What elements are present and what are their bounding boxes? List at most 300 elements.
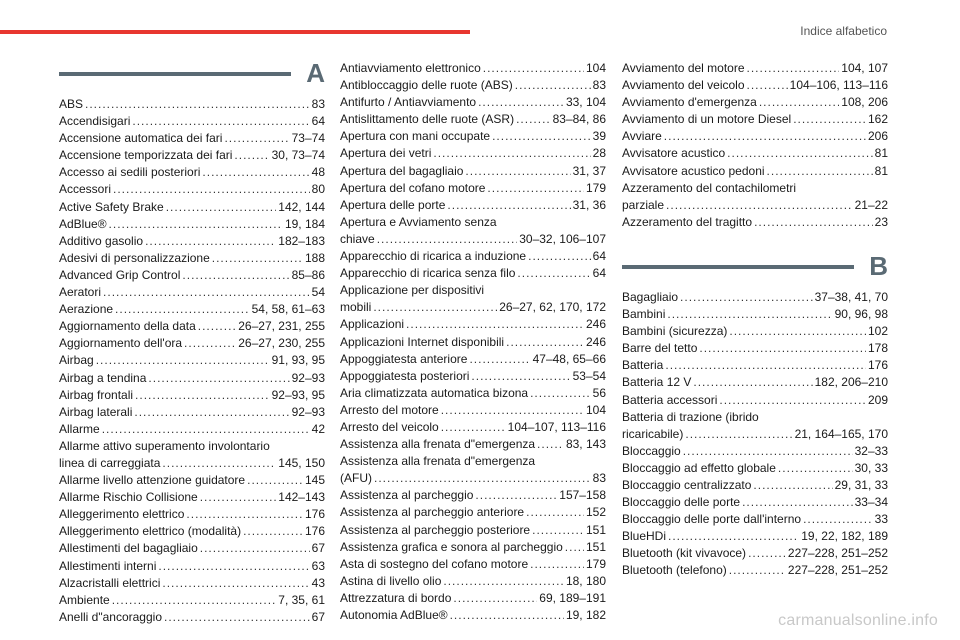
index-entry (622, 528, 888, 545)
index-entry (59, 523, 325, 540)
index-entry (340, 282, 606, 299)
dot-leader (373, 299, 497, 316)
index-entry (622, 340, 888, 357)
index-entry-pages: 90, 96, 98 (834, 307, 888, 322)
index-entry-term: Batteria (622, 358, 664, 373)
index-entry-term: Accessori (59, 182, 112, 197)
index-entry (622, 145, 888, 162)
dot-leader (767, 163, 873, 180)
index-entry (622, 374, 888, 391)
index-entry-pages: 152 (585, 505, 606, 520)
index-entry (622, 128, 888, 145)
dot-leader (667, 306, 832, 323)
index-entry (59, 216, 325, 233)
index-entry-pages: 179 (585, 556, 606, 571)
dot-leader (693, 374, 812, 391)
dot-leader (517, 265, 590, 282)
index-entry-term: Apparecchio di ricarica senza filo (340, 266, 516, 281)
index-entry-pages: 179 (585, 180, 606, 195)
index-entry (340, 590, 606, 607)
dot-leader (727, 145, 872, 162)
index-entry-pages: 39 (592, 129, 606, 144)
index-entry-term: Bloccaggio (622, 443, 681, 458)
index-entry-term: Allarme (59, 421, 100, 436)
index-entry-term: Bloccaggio ad effetto globale (622, 460, 776, 475)
index-entry-term: Airbag (59, 353, 94, 368)
index-entry-term: Arresto del veicolo (340, 419, 439, 434)
dot-leader (115, 301, 250, 318)
index-entry-term: Aria climatizzata automatica bizona (340, 385, 529, 400)
dot-leader (478, 94, 564, 111)
index-entry (59, 387, 325, 404)
dot-leader (374, 470, 591, 487)
dot-leader (515, 77, 591, 94)
index-entry (59, 472, 325, 489)
index-entry (59, 489, 325, 506)
index-entry (622, 197, 888, 214)
index-entry (59, 318, 325, 335)
index-entry (59, 609, 325, 626)
index-entry-pages: 206 (867, 129, 888, 144)
dot-leader (483, 60, 584, 77)
index-entry-term: chiave (340, 231, 375, 246)
index-entry (340, 265, 606, 282)
dot-leader (145, 233, 276, 250)
index-entry (59, 130, 325, 147)
dot-leader (699, 340, 866, 357)
dot-leader (447, 197, 570, 214)
dot-leader (753, 477, 832, 494)
dot-leader (528, 248, 591, 265)
index-entry-pages: 142–143 (278, 490, 325, 505)
index-entry-term: Aerazione (59, 302, 114, 317)
index-entry (340, 197, 606, 214)
index-entry-pages: 104 (585, 61, 606, 75)
index-entry (622, 494, 888, 511)
index-entry-term: Avviamento d'emergenza (622, 95, 757, 110)
index-entry-pages: 178 (867, 341, 888, 356)
dot-leader (135, 387, 270, 404)
dot-leader (164, 609, 310, 626)
dot-leader (202, 164, 309, 181)
index-entry (340, 419, 606, 436)
index-entry-term: Batteria di trazione (ibrido (622, 409, 759, 424)
dot-leader (450, 607, 564, 624)
index-entry (59, 575, 325, 592)
index-entry-term: Alleggerimento elettrico (59, 507, 185, 522)
index-entry-term: Assistenza al parcheggio posteriore (340, 522, 531, 537)
index-entry-term: Accesso ai sedili posteriori (59, 165, 201, 180)
index-entry-pages: 188 (304, 250, 325, 265)
dot-leader (565, 539, 584, 556)
index-entry-term: Appoggiatesta posteriori (340, 368, 470, 383)
dot-leader (200, 489, 277, 506)
index-entry (622, 562, 888, 579)
index-entry-pages: 7, 35, 61 (278, 592, 325, 607)
index-entry (340, 334, 606, 351)
index-entry-term: Aggiornamento dell'ora (59, 336, 183, 351)
index-entry-term: Bambini (sicurezza) (622, 324, 728, 339)
index-entry (340, 436, 606, 453)
index-column-1 (59, 58, 325, 626)
section-rule (59, 72, 291, 76)
index-entry-term: Avvisatore acustico pedoni (622, 163, 765, 178)
dot-leader (469, 351, 530, 368)
index-entry (59, 267, 325, 284)
index-entry-pages: 21–22 (854, 197, 888, 212)
index-entry (59, 96, 325, 113)
index-entry-pages: 54, 58, 61–63 (251, 302, 325, 317)
index-entry (622, 77, 888, 94)
index-entry-pages: 246 (585, 334, 606, 349)
dot-leader (184, 335, 236, 352)
section-letter: A (306, 58, 325, 88)
index-entry-pages: 19, 184 (284, 216, 325, 231)
dot-leader (666, 197, 853, 214)
index-entry (59, 164, 325, 181)
dot-leader (212, 250, 303, 267)
index-entry-term: Accensione automatica dei fari (59, 131, 223, 146)
index-entry-term: Allestimenti del bagagliaio (59, 541, 198, 556)
index-entry-term: Airbag frontali (59, 387, 134, 402)
section-letter: B (869, 250, 888, 281)
index-entry-pages: 42 (311, 421, 325, 436)
index-entry (340, 180, 606, 197)
index-entry-term: Bluetooth (telefono) (622, 563, 727, 578)
index-entry-term: Bagagliaio (622, 289, 679, 304)
index-entry (340, 299, 606, 316)
index-entry-pages: 69, 189–191 (539, 590, 606, 605)
index-entry (340, 539, 606, 556)
index-entry (622, 409, 888, 426)
index-entry (59, 147, 325, 164)
dot-leader (186, 506, 303, 523)
index-entry-pages: 37–38, 41, 70 (814, 289, 888, 304)
index-entry (622, 306, 888, 323)
dot-leader (537, 436, 564, 453)
dot-leader (85, 96, 310, 113)
dot-leader (103, 284, 310, 301)
index-entry-term: Airbag laterali (59, 404, 133, 419)
index-entry-term: (AFU) (340, 471, 372, 486)
index-entry-term: Batteria accessori (622, 392, 718, 407)
dot-leader (487, 180, 584, 197)
index-entry (622, 477, 888, 494)
index-entry-term: Attrezzatura di bordo (340, 590, 452, 605)
index-entry-term: Azzeramento del tragitto (622, 214, 753, 229)
index-entry-pages: 145, 150 (278, 455, 325, 470)
index-entry (622, 94, 888, 111)
dot-leader (471, 368, 570, 385)
index-entry-pages: 33–34 (854, 495, 888, 510)
index-entry-pages: 64 (592, 266, 606, 281)
index-entry-term: Apertura delle porte (340, 197, 446, 212)
index-entry (340, 504, 606, 521)
dot-leader (166, 199, 277, 216)
index-entry-term: linea di carreggiata (59, 455, 161, 470)
index-entry (340, 248, 606, 265)
index-entry-term: Allestimenti interni (59, 558, 157, 573)
dot-leader (406, 316, 584, 333)
index-entry (59, 438, 325, 455)
section-header-a (59, 58, 325, 94)
index-entry (59, 352, 325, 369)
index-entry-term: Ambiente (59, 592, 110, 607)
index-entry (340, 487, 606, 504)
dot-leader (475, 487, 557, 504)
index-entry-term: Antibloccaggio delle ruote (ABS) (340, 78, 513, 93)
index-entry-term: Batteria 12 V (622, 375, 692, 390)
index-entry-term: Allarme attivo superamento involontario (59, 438, 270, 453)
index-entry-pages: 29, 31, 33 (834, 477, 888, 492)
dot-leader (683, 443, 853, 460)
index-entry-pages: 48 (311, 165, 325, 180)
index-entry-term: Assistenza al parcheggio (340, 488, 474, 503)
dot-leader (102, 421, 310, 438)
index-entry-pages: 67 (311, 609, 325, 624)
index-entry (59, 113, 325, 130)
index-entry-pages: 80 (311, 182, 325, 197)
dot-leader (778, 460, 853, 477)
dot-leader (668, 528, 799, 545)
index-entry-pages: 176 (304, 507, 325, 522)
index-entry (340, 60, 606, 77)
index-entry-term: Antiavviamento elettronico (340, 61, 481, 75)
index-entry-term: Apertura del cofano motore (340, 180, 486, 195)
index-entry-pages: 28 (592, 146, 606, 161)
index-entry-term: parziale (622, 197, 665, 212)
index-entry (340, 453, 606, 470)
index-entry (622, 426, 888, 443)
dot-leader (747, 77, 788, 94)
index-entry-pages: 108, 206 (841, 95, 888, 110)
dot-leader (465, 163, 570, 180)
index-entry-term: Apertura dei vetri (340, 146, 432, 161)
section-header-b (622, 250, 888, 287)
dot-leader (441, 419, 506, 436)
dot-leader (506, 334, 584, 351)
index-entry (340, 163, 606, 180)
index-entry (59, 404, 325, 421)
index-entry-term: mobili (340, 300, 372, 315)
index-entry (622, 180, 888, 197)
index-entry (59, 592, 325, 609)
index-entry (340, 385, 606, 402)
dot-leader (685, 426, 792, 443)
index-entry (59, 370, 325, 387)
index-entry (340, 94, 606, 111)
watermark-text: carmanualsonline.info (778, 612, 938, 629)
index-entry-term: Active Safety Brake (59, 199, 164, 214)
index-entry-pages: 64 (311, 114, 325, 129)
dot-leader (377, 231, 518, 248)
index-entry-pages: 182, 206–210 (814, 375, 888, 390)
index-entry-term: Apparecchio di ricarica a induzione (340, 249, 527, 264)
index-entry-term: Avviare (622, 129, 662, 144)
index-entry-pages: 30–32, 106–107 (519, 231, 606, 246)
index-entry-pages: 81 (874, 163, 888, 178)
index-entry (622, 323, 888, 340)
index-entry-term: Apertura del bagagliaio (340, 163, 464, 178)
dot-leader (759, 94, 839, 111)
index-entry (622, 289, 888, 306)
index-entry-pages: 21, 164–165, 170 (794, 426, 888, 441)
index-entry (59, 335, 325, 352)
index-entry-pages: 33, 104 (565, 95, 606, 110)
index-column-3 (622, 60, 888, 580)
index-entry-pages: 157–158 (559, 488, 606, 503)
index-entry-pages: 227–228, 251–252 (787, 546, 888, 561)
index-entry-pages: 81 (874, 146, 888, 161)
index-entry-term: Aeratori (59, 285, 102, 300)
index-entry-pages: 18, 180 (565, 573, 606, 588)
index-entry (340, 368, 606, 385)
index-entry-pages: 92–93, 95 (271, 387, 325, 402)
index-entry-term: Allarme Rischio Collisione (59, 490, 198, 505)
index-entry (340, 470, 606, 487)
index-entry-pages: 182–183 (278, 233, 325, 248)
index-entry-term: Autonomia AdBlue® (340, 608, 448, 622)
index-entry-term: Avvisatore acustico (622, 146, 726, 161)
index-entry (622, 163, 888, 180)
index-entry (59, 506, 325, 523)
index-entry-pages: 19, 182 (565, 608, 606, 622)
index-entry-term: Bluetooth (kit vivavoce) (622, 546, 747, 561)
index-entry-pages: 19, 22, 182, 189 (801, 529, 888, 544)
index-entry-term: Bambini (622, 307, 666, 322)
index-entry-pages: 162 (867, 112, 888, 127)
dot-leader (109, 216, 283, 233)
index-entry-pages: 64 (592, 249, 606, 264)
index-entry-pages: 151 (585, 539, 606, 554)
index-entry (340, 128, 606, 145)
index-entry-term: Adesivi di personalizzazione (59, 250, 210, 265)
index-entry (340, 522, 606, 539)
dot-leader (198, 318, 236, 335)
page-header-title: Indice alfabetico (800, 24, 887, 38)
dot-leader (247, 472, 303, 489)
index-entry (340, 573, 606, 590)
dot-leader (158, 558, 309, 575)
section-rule (622, 265, 854, 269)
dot-leader (492, 128, 591, 145)
index-entry-pages: 26–27, 62, 170, 172 (499, 300, 606, 315)
index-entry (622, 60, 888, 77)
index-entry-term: Bloccaggio delle porte (622, 495, 741, 510)
index-entry (622, 460, 888, 477)
index-entry (59, 455, 325, 472)
index-entry-term: Antislittamento delle ruote (ASR) (340, 112, 515, 127)
index-entry (59, 250, 325, 267)
dot-leader (532, 522, 584, 539)
index-entry-term: Apertura con mani occupate (340, 129, 491, 144)
index-entry (340, 402, 606, 419)
dot-leader (530, 556, 584, 573)
index-entry-pages: 92–93 (291, 370, 325, 385)
dot-leader (665, 357, 866, 374)
index-entry-term: Avviamento di un motore Diesel (622, 112, 792, 127)
index-entry-pages: 23 (874, 214, 888, 229)
index-entry-pages: 227–228, 251–252 (787, 563, 888, 578)
dot-leader (530, 385, 591, 402)
index-entry (340, 111, 606, 128)
index-entry-term: Assistenza alla frenata d"emergenza (340, 437, 536, 452)
index-entry-pages: 73–74 (291, 131, 325, 146)
index-entry (59, 181, 325, 198)
index-entry-term: ABS (59, 97, 84, 111)
dot-leader (729, 323, 866, 340)
index-entry (622, 214, 888, 231)
index-entry-term: Alzacristalli elettrici (59, 575, 161, 590)
index-entry (59, 199, 325, 216)
index-entry-term: Asta di sostegno del cofano motore (340, 556, 529, 571)
index-entry-term: Assistenza al parcheggio anteriore (340, 505, 525, 520)
index-entry-term: ricaricabile) (622, 426, 684, 441)
dot-leader (443, 573, 564, 590)
index-entry-pages: 83 (311, 97, 325, 111)
index-entry-pages: 246 (585, 317, 606, 332)
index-entry-term: Additivo gasolio (59, 233, 144, 248)
index-entry-pages: 104 (585, 402, 606, 417)
index-entry (340, 214, 606, 231)
dot-leader (132, 113, 309, 130)
index-entry-pages: 47–48, 65–66 (532, 351, 606, 366)
index-entry-pages: 91, 93, 95 (271, 353, 325, 368)
index-entry (59, 421, 325, 438)
index-entry (59, 233, 325, 250)
dot-leader (754, 214, 873, 231)
index-entry (340, 316, 606, 333)
dot-leader (793, 111, 866, 128)
dot-leader (803, 511, 873, 528)
index-entry (59, 558, 325, 575)
index-entry (340, 556, 606, 573)
index-entry-term: Assistenza grafica e sonora al parcheggio (340, 539, 563, 554)
index-entry (59, 301, 325, 318)
index-entry-pages: 30, 33 (854, 460, 888, 475)
index-entry-pages: 151 (585, 522, 606, 537)
index-entry-term: Arresto del motore (340, 402, 439, 417)
index-entry (59, 540, 325, 557)
index-entry (622, 111, 888, 128)
index-entry-pages: 104–106, 113–116 (789, 78, 888, 93)
index-entry (340, 77, 606, 94)
index-entry-pages: 30, 73–74 (271, 148, 325, 163)
index-entry (340, 351, 606, 368)
index-entry-pages: 176 (867, 358, 888, 373)
index-entry-pages: 104, 107 (841, 61, 888, 75)
index-column-2 (340, 60, 606, 624)
index-entry-pages: 209 (867, 392, 888, 407)
index-entry-pages: 33 (874, 512, 888, 527)
index-entry-term: Bloccaggio delle porte dall'interno (622, 512, 802, 527)
index-entry-pages: 142, 144 (278, 199, 325, 214)
index-entry (340, 231, 606, 248)
index-entry-term: Accensione temporizzata dei fari (59, 148, 233, 163)
index-entry-pages: 31, 36 (572, 197, 606, 212)
index-entry (340, 607, 606, 624)
dot-leader (748, 545, 786, 562)
dot-leader (516, 111, 551, 128)
index-entry-pages: 83 (592, 471, 606, 486)
index-entry (622, 443, 888, 460)
index-entry-term: Barre del tetto (622, 341, 698, 356)
index-entry-term: Airbag a tendina (59, 370, 147, 385)
dot-leader (433, 145, 590, 162)
index-entry-term: Alleggerimento elettrico (modalità) (59, 524, 242, 539)
index-entry-pages: 104–107, 113–116 (507, 419, 606, 434)
index-entry-term: Accendisigari (59, 114, 131, 129)
